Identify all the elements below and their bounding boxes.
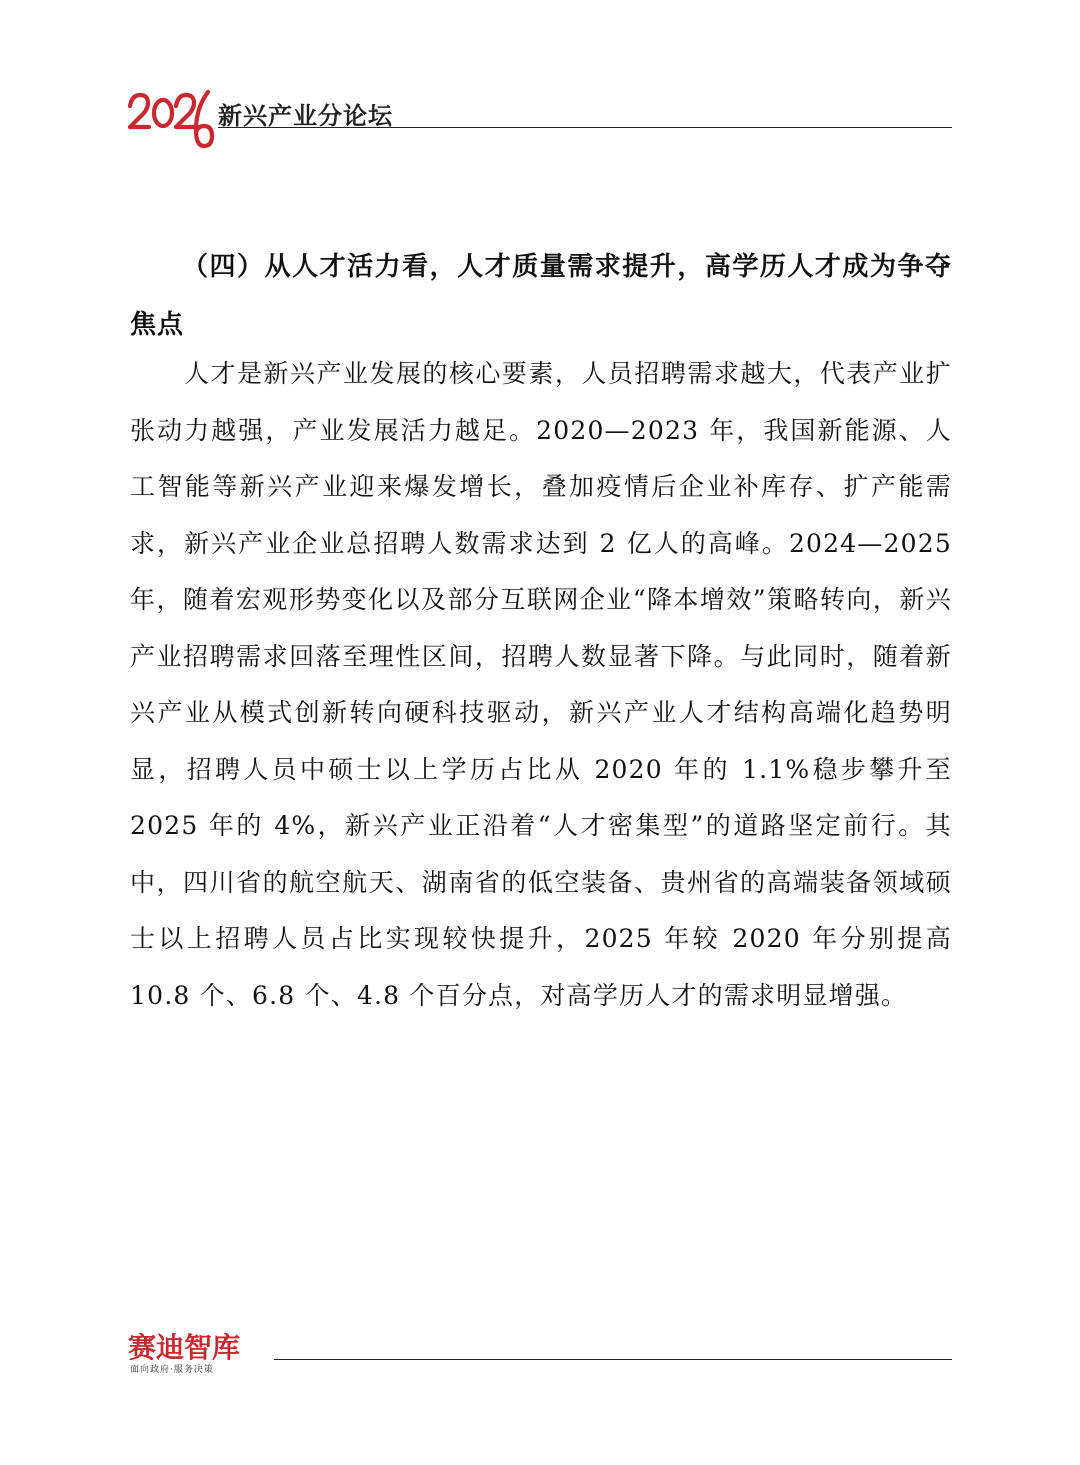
page-header — [128, 86, 952, 156]
footer-divider — [274, 1359, 952, 1360]
ccid-think-tank-logo: 赛迪智库 — [128, 1331, 241, 1364]
section-heading: （四）从人才活力看，人才质量需求提升，高学历人才成为争夺焦点 — [130, 252, 952, 340]
footer-tagline: 面向政府·服务决策 — [130, 1365, 214, 1375]
body-paragraph: 人才是新兴产业发展的核心要素，人员招聘需求越大，代表产业扩张动力越强，产业发展活力越足。2020—2023 年，我国新能源、人工智能等新兴产业迎来爆发增长，叠加疫情后企业补库存、扩产能需求，新兴产业企业总招聘人数需求达到 2 亿人的高峰。2024—2025 年，随着宏观形势变化以及部分互联网企业“降本增效”策略转向，新兴产业招聘需求回落至理性区间，招聘人数显著下降。与此同时，随着新兴产业从模式创新转向硬科技驱动，新兴产业人才结构高端化趋势明显，招聘人员中硕士以上学历占比从 2020 年的 1.1%稳步攀升至 2025 年的 4%，新兴产业正沿着“人才密集型”的道路坚定前行。其中，四川省的航空航天、湖南省的低空装备、贵州省的高端装备领域硕士以上招聘人员占比实现较快提升，2025 年较 2020 年分别提高 10.8 个、6.8 个、4.8 个百分点，对高学历人才的需求明显增强。 — [130, 359, 952, 1010]
forum-title: 新兴产业分论坛 — [218, 102, 393, 130]
header-divider — [218, 127, 952, 128]
page-footer — [128, 1326, 952, 1376]
forum-2026-logo — [128, 86, 214, 154]
